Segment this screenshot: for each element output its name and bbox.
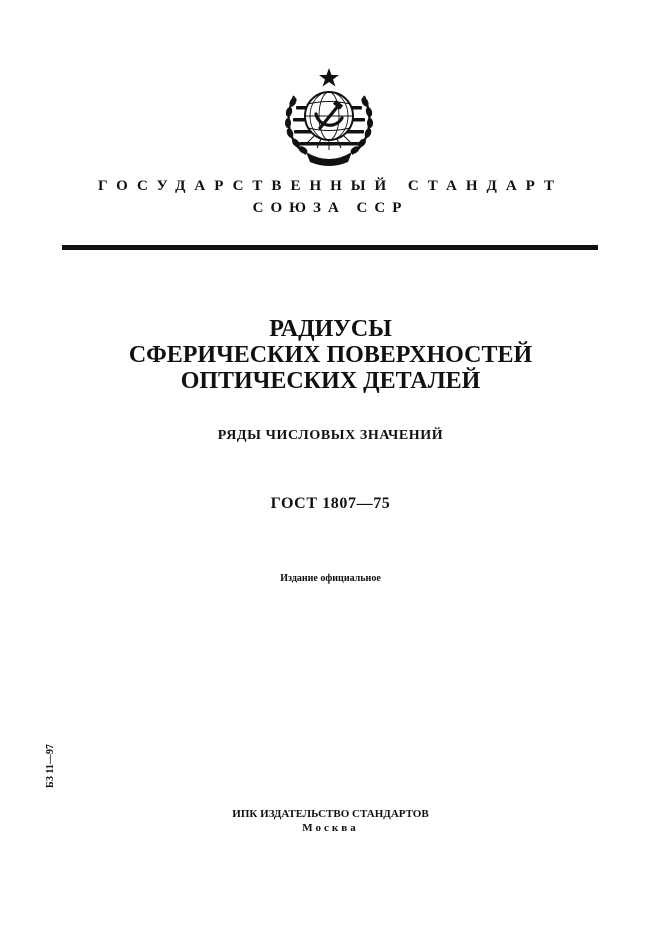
title-line: ОПТИЧЕСКИХ ДЕТАЛЕЙ	[180, 368, 481, 394]
document-title	[0, 316, 661, 394]
edition-label: Издание официальное	[280, 573, 381, 584]
header-state-standard: ГОСУДАРСТВЕННЫЙ СТАНДАРТ	[97, 178, 564, 194]
title-line: СФЕРИЧЕСКИХ ПОВЕРХНОСТЕЙ	[128, 342, 533, 368]
header-divider	[62, 245, 598, 250]
title-line: РАДИУСЫ	[269, 316, 392, 342]
standard-number: ГОСТ 1807—75	[270, 495, 391, 512]
document-subtitle: РЯДЫ ЧИСЛОВЫХ ЗНАЧЕНИЙ	[217, 428, 444, 443]
publisher-city: Москва	[302, 822, 359, 834]
side-code: БЗ 11—97	[45, 744, 56, 788]
header-ussr: СОЮЗА ССР	[252, 200, 409, 216]
publisher-name: ИПК ИЗДАТЕЛЬСТВО СТАНДАРТОВ	[232, 808, 429, 820]
ussr-state-emblem-icon	[276, 66, 382, 170]
